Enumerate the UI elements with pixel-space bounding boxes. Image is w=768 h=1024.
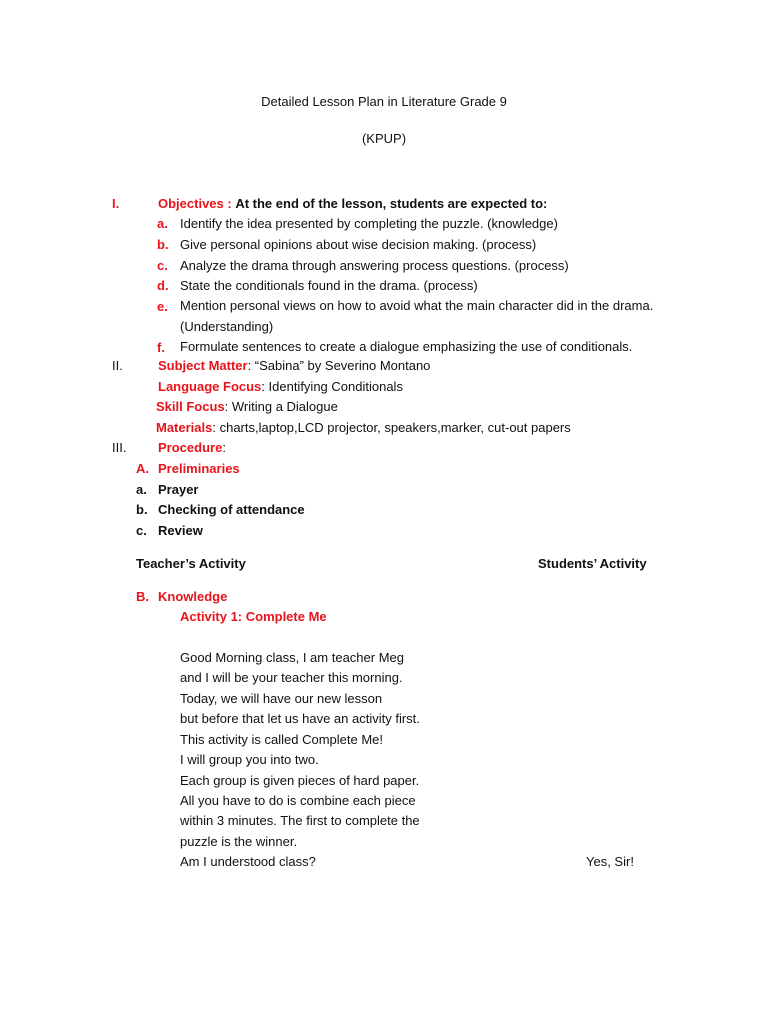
objective-text: Give personal opinions about wise decision making. (process) — [180, 237, 537, 252]
language-focus-value: : Identifying Conditionals — [261, 379, 403, 394]
procedure-label: Procedure — [158, 440, 223, 455]
language-focus-label: Language Focus — [158, 379, 262, 394]
objectives-heading — [158, 196, 547, 212]
section-numeral-procedure: III. — [112, 440, 127, 455]
objective-text: Mention personal views on how to avoid what the main character did in the drama. — [180, 298, 654, 313]
objective-text: State the conditionals found in the drama. (process) — [180, 278, 478, 293]
activity-title: Activity 1: Complete Me — [180, 609, 327, 624]
teacher-line: This activity is called Complete Me! — [180, 732, 384, 747]
preliminary-item: Checking of attendance — [158, 502, 305, 517]
teacher-line: All you have to do is combine each piece — [180, 793, 416, 808]
preliminary-letter: c. — [136, 523, 147, 538]
teacher-line: Am I understood class? — [180, 854, 316, 869]
preliminary-letter: a. — [136, 482, 147, 497]
teacher-line: Each group is given pieces of hard paper. — [180, 773, 420, 788]
objective-letter: e. — [157, 299, 168, 314]
objective-letter: b. — [157, 237, 169, 252]
preliminaries-letter: A. — [136, 461, 149, 476]
skill-focus-value: : Writing a Dialogue — [224, 399, 338, 414]
teacher-line: Good Morning class, I am teacher Meg — [180, 650, 404, 665]
knowledge-letter: B. — [136, 589, 149, 604]
procedure-heading — [158, 440, 226, 456]
document-subtitle: (KPUP) — [361, 131, 407, 146]
preliminary-item: Review — [158, 523, 203, 538]
teacher-line: Today, we will have our new lesson — [180, 691, 383, 706]
objective-letter: c. — [157, 258, 168, 273]
subject-matter-label: Subject Matter — [158, 358, 248, 373]
objective-text-continuation: (Understanding) — [180, 319, 274, 334]
objective-letter: d. — [157, 278, 169, 293]
teacher-line: I will group you into two. — [180, 752, 319, 767]
section-numeral-objectives: I. — [112, 196, 120, 211]
skill-focus-row — [156, 399, 338, 415]
materials-row — [156, 420, 571, 436]
section-numeral-subject-matter: II. — [112, 358, 123, 373]
student-reply: Yes, Sir! — [586, 854, 634, 869]
teacher-line: within 3 minutes. The first to complete the — [180, 813, 420, 828]
materials-label: Materials — [156, 420, 213, 435]
objectives-intro: At the end of the lesson, students are expected to: — [235, 196, 548, 211]
document-title: Detailed Lesson Plan in Literature Grade 9 — [261, 94, 507, 109]
teacher-line: and I will be your teacher this morning. — [180, 670, 403, 685]
subject-matter-row — [158, 358, 430, 374]
skill-focus-label: Skill Focus — [156, 399, 225, 414]
objective-text: Identify the idea presented by completing the puzzle. (knowledge) — [180, 216, 558, 231]
preliminary-letter: b. — [136, 502, 148, 517]
students-activity-header: Students’ Activity — [538, 556, 647, 571]
preliminary-item: Prayer — [158, 482, 199, 497]
objectives-label: Objectives : — [158, 196, 232, 211]
teacher-line: but before that let us have an activity first. — [180, 711, 420, 726]
procedure-colon: : — [222, 440, 226, 455]
preliminaries-label: Preliminaries — [158, 461, 240, 476]
materials-value: : charts,laptop,LCD projector, speakers,marker, cut-out papers — [212, 420, 571, 435]
objective-text: Formulate sentences to create a dialogue emphasizing the use of conditionals. — [180, 339, 633, 354]
objective-letter: a. — [157, 216, 168, 231]
teacher-line: puzzle is the winner. — [180, 834, 298, 849]
knowledge-label: Knowledge — [158, 589, 228, 604]
teacher-activity-header: Teacher’s Activity — [136, 556, 246, 571]
language-focus-row — [158, 379, 403, 395]
subject-matter-value: : “Sabina” by Severino Montano — [247, 358, 431, 373]
objective-text: Analyze the drama through answering process questions. (process) — [180, 258, 569, 273]
objective-letter: f. — [157, 340, 165, 355]
